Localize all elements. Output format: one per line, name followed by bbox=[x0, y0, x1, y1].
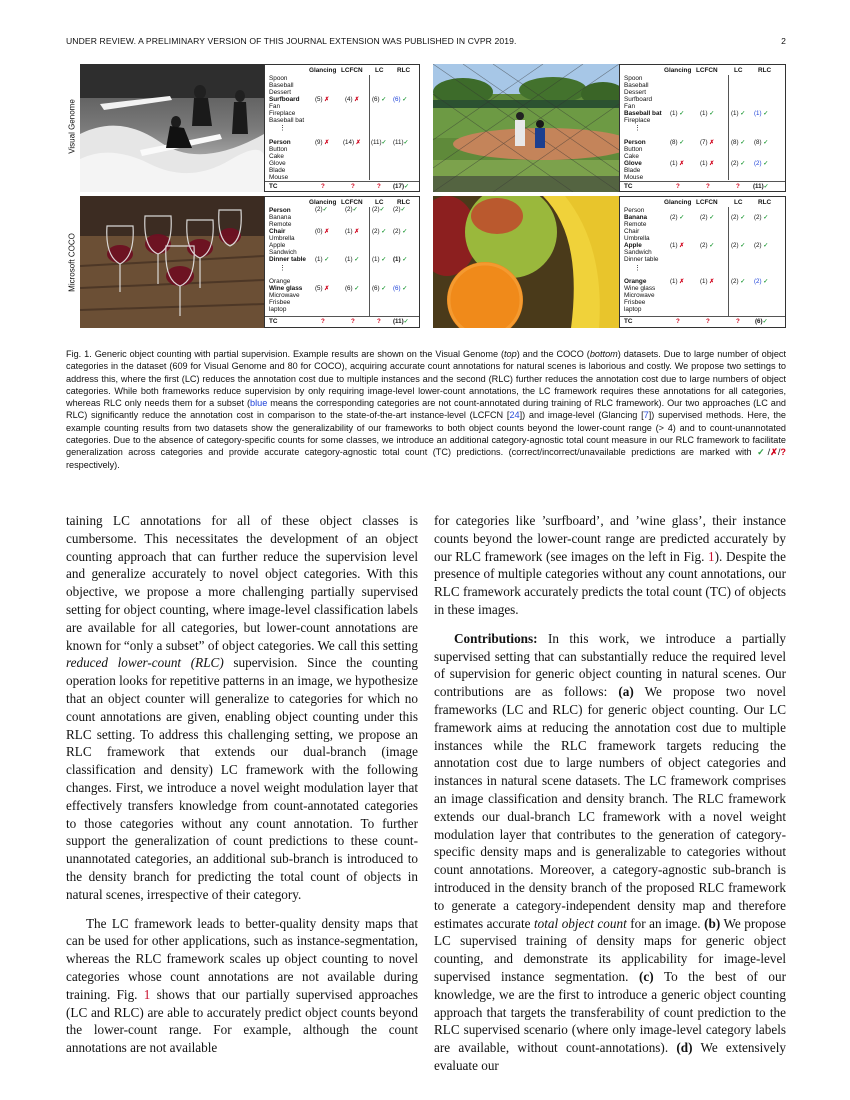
category: Chair bbox=[624, 228, 640, 235]
cell: (9) ✗ bbox=[315, 139, 330, 146]
cell: (2) ✓ bbox=[393, 228, 408, 235]
cell: (1) ✓ bbox=[345, 256, 360, 263]
category: Cake bbox=[624, 153, 639, 160]
category: Surfboard bbox=[624, 96, 653, 103]
tc-label: TC bbox=[624, 183, 633, 190]
results-panel-vg-surfer: Glancing LCFCN LC RLC Spoon Baseball Dessert Surfboard (5) ✗ (4) ✗ (6) ✓ (6) ✓ Fan Fireplace Baseball bat ⋮ Person (9) ✗ (14) ✗ (11)✓ (11)✓ Button Cake Glove Blade Mouse TC ? ? ? (17)✓ bbox=[264, 64, 420, 192]
cell: (1) ✓ bbox=[393, 256, 408, 263]
cell: (5) ✗ bbox=[315, 285, 330, 292]
paragraph: The LC framework leads to better-quality density maps that can be used for other applications, such as instance-segmentation, whereas the RLC framework scales up object counting to novel categories whose count annotations are not available during training. Fig. 1 shows that our partially supervised approaches (LC and RLC) are able to accurately predict object counts beyond the lower-count range. For example, although the count annotations are not available bbox=[66, 915, 418, 1056]
cell: (6) ✓ bbox=[393, 96, 408, 103]
category: Sandwich bbox=[269, 249, 297, 256]
col-glancing: Glancing bbox=[309, 67, 337, 74]
category: Sandwich bbox=[624, 249, 652, 256]
tc-unavailable: ? bbox=[321, 183, 325, 190]
results-panel-coco-wine: Glancing LCFCN LC RLC Person (2)✓ (2)✓ (2)✓ (2)✓ Banana Remote Chair (0) ✗ (1) ✗ (2) ✓ (2) ✓ Umbrella Apple Sandwich Dinner table (1) ✓ (1) ✓ (1) ✓ (1) ✓ ⋮ Orange Wine glass (5) ✗ (6) ✓ (6) ✓ (6) ✓ Microwave Frisbee laptop TC ? ? ? (11)✓ bbox=[264, 196, 420, 328]
category-surfboard: Surfboard bbox=[269, 96, 300, 103]
category: Cake bbox=[269, 153, 284, 160]
citation-link[interactable]: 24 bbox=[509, 410, 520, 421]
category-chair: Chair bbox=[269, 228, 286, 235]
category: Mouse bbox=[624, 174, 644, 181]
cell: (11)✓ bbox=[393, 139, 409, 146]
cell: (1) ✓ bbox=[372, 256, 387, 263]
cell: (8) ✓ bbox=[731, 139, 746, 146]
cell: (4) ✗ bbox=[345, 96, 360, 103]
category-wine-glass: Wine glass bbox=[269, 285, 303, 292]
category: Microwave bbox=[269, 292, 300, 299]
header-text: UNDER REVIEW. A PRELIMINARY VERSION OF THIS JOURNAL EXTENSION WAS PUBLISHED IN CVPR 2019. bbox=[66, 36, 517, 46]
col-lcfcn: LCFCN bbox=[696, 199, 718, 206]
figure-ref-link[interactable]: 1 bbox=[708, 548, 715, 564]
tc-unavailable: ? bbox=[706, 318, 710, 325]
results-panel-vg-baseball: Glancing LCFCN LC RLC Spoon Baseball Dessert Surfboard Fan Baseball bat (1) ✓ (1) ✓ (1) ✓ (1) ✓ Fireplace ⋮ Person (8) ✓ (7) ✗ (8) ✓ (8) ✓ Button Cake Glove (1) ✗ (1) ✗ (2) ✓ (2) ✓ Blade Mouse TC ? ? ? (11)✓ bbox=[619, 64, 786, 192]
tc-value: (17)✓ bbox=[393, 183, 410, 190]
figure-ref-link[interactable]: 1 bbox=[143, 986, 151, 1002]
cell: (1) ✓ bbox=[731, 110, 746, 117]
cell: (0) ✗ bbox=[315, 228, 330, 235]
cell: (2) ✓ bbox=[754, 160, 769, 167]
category-person: Person bbox=[269, 139, 291, 146]
category: Spoon bbox=[269, 75, 288, 82]
category-apple: Apple bbox=[624, 242, 642, 249]
cell: (1) ✓ bbox=[700, 110, 715, 117]
cell: (6) ✓ bbox=[345, 285, 360, 292]
tc-unavailable: ? bbox=[377, 183, 381, 190]
results-panel-coco-fruit: Glancing LCFCN LC RLC Person Banana (2) ✓ (2) ✓ (2) ✓ (2) ✓ Remote Chair Umbrella Apple (1) ✗ (2) ✓ (2) ✓ (2) ✓ Sandwich Dinner table ⋮ Orange (1) ✗ (1) ✗ (2) ✓ (2) ✓ Wine glass Microwave Frisbee laptop TC ? ? ? (6)✓ bbox=[619, 196, 786, 328]
col-lc: LC bbox=[734, 199, 743, 206]
category: Remote bbox=[269, 221, 292, 228]
category: Blade bbox=[624, 167, 641, 174]
cell: (8) ✓ bbox=[670, 139, 685, 146]
category: Dessert bbox=[269, 89, 292, 96]
cell: (7) ✗ bbox=[700, 139, 715, 146]
cell: (1) ✗ bbox=[670, 278, 685, 285]
category: Fan bbox=[269, 103, 281, 110]
category: Fan bbox=[624, 103, 636, 110]
tc-unavailable: ? bbox=[377, 318, 381, 325]
category: Umbrella bbox=[269, 235, 295, 242]
cell: (11)✓ bbox=[371, 139, 387, 146]
category-dinner-table: Dinner table bbox=[269, 256, 306, 263]
cell: (1) ✗ bbox=[670, 242, 685, 249]
category: Fireplace bbox=[269, 110, 296, 117]
category: Umbrella bbox=[624, 235, 650, 242]
tc-label: TC bbox=[269, 318, 278, 325]
tc-unavailable: ? bbox=[321, 318, 325, 325]
category: Orange bbox=[269, 278, 291, 285]
category: Button bbox=[269, 146, 288, 153]
col-rlc: RLC bbox=[758, 199, 772, 206]
col-rlc: RLC bbox=[397, 199, 411, 206]
col-glancing: Glancing bbox=[309, 199, 337, 206]
category: Frisbee bbox=[624, 299, 646, 306]
tc-value: (11)✓ bbox=[753, 183, 769, 190]
category: Mouse bbox=[269, 174, 289, 181]
citation-link[interactable]: 7 bbox=[643, 410, 649, 421]
body-column-left bbox=[66, 512, 418, 1057]
category: Baseball bat bbox=[269, 117, 305, 124]
col-lc: LC bbox=[375, 67, 384, 74]
tc-unavailable: ? bbox=[676, 183, 680, 190]
cell: (6) ✓ bbox=[393, 285, 408, 292]
category: Glove bbox=[269, 160, 286, 167]
category: Dinner table bbox=[624, 256, 659, 263]
tc-unavailable: ? bbox=[676, 318, 680, 325]
baseball-image bbox=[433, 64, 619, 192]
tc-unavailable: ? bbox=[351, 183, 355, 190]
category: Frisbee bbox=[269, 299, 291, 306]
cell: (8) ✓ bbox=[754, 139, 769, 146]
category-person: Person bbox=[624, 139, 646, 146]
cell: (1) ✓ bbox=[670, 110, 685, 117]
wine-glasses-image bbox=[80, 196, 264, 328]
tc-value: (11)✓ bbox=[393, 318, 409, 325]
tc-unavailable: ? bbox=[706, 183, 710, 190]
category: Baseball bbox=[269, 82, 294, 89]
cell: (2)✓ bbox=[393, 206, 406, 213]
col-glancing: Glancing bbox=[664, 199, 692, 206]
cell: (5) ✗ bbox=[315, 96, 330, 103]
col-lcfcn: LCFCN bbox=[696, 67, 718, 74]
cell: (2) ✓ bbox=[731, 214, 746, 221]
cell: (2) ✓ bbox=[731, 242, 746, 249]
cell: (14) ✗ bbox=[343, 139, 361, 146]
running-header bbox=[66, 36, 786, 46]
row-label-coco: Microsoft COCO bbox=[67, 233, 77, 292]
cell: (1) ✓ bbox=[754, 110, 769, 117]
col-lc: LC bbox=[375, 199, 384, 206]
row-label-visual-genome: Visual Genome bbox=[67, 99, 77, 154]
tc-unavailable: ? bbox=[351, 318, 355, 325]
paragraph: for categories like ’surfboard’, and ’wine glass’, their instance counts beyond the lower-count range are predicted accurately by our RLC framework (see images on the left in Fig. 1). Despite the presence of multiple categories without any count annotations, our RLC framework accurately predicts the total count (TC) of objects in these images. bbox=[434, 513, 786, 617]
col-lc: LC bbox=[734, 67, 743, 74]
category: Remote bbox=[624, 221, 647, 228]
figure-caption: Fig. 1. Generic object counting with partial supervision. Example results are shown on the Visual Genome (top) and the COCO (bottom) datasets. Due to large number of object categories in the dataset (609 for Visual Genome and 80 for COCO), acquiring accurate count annotations for natural scenes is laborious and costly. We propose two settings to address this, where the first (LC) reduces the annotation cost due to multiple instances and the second (RLC) further reduces the annotation cost due to large numbers of object categories. While both frameworks reduce supervision by only requiring image-level lower-count annotations, the LC framework requires these annotations for all categories, whereas RLC only needs them for a subset (blue means the corresponding categories are not count-annotated during training of RLC framework). Our two approaches (LC and RLC) significantly reduce the annotation cost in comparison to the state-of-the-art instance-level (LCFCN [24]) and image-level (Glancing [7]) supervised methods. Here, the example counting results from two datasets show the generalizability of our frameworks to both object counts beyond the lower-count range (> 4) and to count-unannotated categories. Due to the absence of category-specific counts for some classes, we introduce an additional category-agnostic total count measure in our RLC framework to facilitate generalization across categories and provide accurate category-agnostic total count (TC) predictions. (correct/incorrect/unavailable predictions are marked with ✓/✗/? respectively). bbox=[66, 349, 787, 470]
cell: (1) ✗ bbox=[345, 228, 360, 235]
cell: (2) ✓ bbox=[731, 160, 746, 167]
category-baseball-bat: Baseball bat bbox=[624, 110, 662, 117]
body-column-right bbox=[434, 512, 786, 1075]
cell: (1) ✗ bbox=[700, 160, 715, 167]
category: Dessert bbox=[624, 89, 647, 96]
col-lcfcn: LCFCN bbox=[341, 199, 363, 206]
category-person: Person bbox=[269, 207, 291, 214]
category: Spoon bbox=[624, 75, 643, 82]
cell: (2) ✓ bbox=[670, 214, 685, 221]
cell: (1) ✗ bbox=[670, 160, 685, 167]
category: Fireplace bbox=[624, 117, 651, 124]
category: Wine glass bbox=[624, 285, 656, 292]
category: Apple bbox=[269, 242, 286, 249]
col-glancing: Glancing bbox=[664, 67, 692, 74]
tc-label: TC bbox=[624, 318, 633, 325]
cell: (2) ✓ bbox=[700, 242, 715, 249]
cell: (2) ✓ bbox=[754, 214, 769, 221]
tc-unavailable: ? bbox=[736, 318, 740, 325]
cell: (2)✓ bbox=[315, 206, 328, 213]
col-lcfcn: LCFCN bbox=[341, 67, 363, 74]
category: Baseball bbox=[624, 82, 649, 89]
cell: (2) ✓ bbox=[754, 242, 769, 249]
category: laptop bbox=[269, 306, 287, 313]
tc-unavailable: ? bbox=[736, 183, 740, 190]
category: Person bbox=[624, 207, 645, 214]
cell: (2) ✓ bbox=[731, 278, 746, 285]
category: laptop bbox=[624, 306, 642, 313]
tc-label: TC bbox=[269, 183, 278, 190]
col-rlc: RLC bbox=[758, 67, 772, 74]
col-rlc: RLC bbox=[397, 67, 411, 74]
cell: (2)✓ bbox=[345, 206, 358, 213]
cell: (6) ✓ bbox=[372, 96, 387, 103]
category: Button bbox=[624, 146, 643, 153]
cell: (2)✓ bbox=[372, 206, 385, 213]
surfer-image bbox=[80, 64, 264, 192]
category: Blade bbox=[269, 167, 286, 174]
cell: (2) ✓ bbox=[372, 228, 387, 235]
cell: (2) ✓ bbox=[700, 214, 715, 221]
category-glove: Glove bbox=[624, 160, 642, 167]
cell: (1) ✗ bbox=[700, 278, 715, 285]
contributions-paragraph: Contributions: In this work, we introduce a partially supervised setting that can substantially reduce the required level of supervision for generic object counting in natural scenes. Our contributions are as follows: (a) We propose two novel frameworks (LC and RLC) for generic object counting. Our LC framework aims at reducing the annotation cost due to multiple instances while the RLC framework targets reducing the annotation cost due to large numbers of object categories and instances in natural scene datasets. The LC framework comprises an image classification and density branch. The RLC framework extends our dual-branch LC framework with a novel weight modulation layer that contributes to the generation of category-specific density maps and is generalizable to categories without count annotations. Moreover, a category-agnostic sub-branch is introduced in the density branch of the proposed RLC framework to generate a category-independent density map and therefore estimates accurate total object count for an image. (b) We propose LC supervised training of density maps for generic object counting, and demonstrate its applicability for image-level supervised instance segmentation. (c) To the best of our knowledge, we are the first to introduce a generic object counting approach that targets the transferability of count prediction to the RLC supervised scenario (where only image-level category labels are available, without count-annotations). (d) We extensively evaluate our bbox=[434, 630, 787, 1073]
category: Microwave bbox=[624, 292, 655, 299]
category-banana: Banana bbox=[624, 214, 648, 221]
paragraph: taining LC annotations for all of these object classes is cumbersome. This necessitates the development of an object counting approach that can further reduce the supervision level and generalize accurately to novel object categories. With this objective, we propose a more challenging partially supervised setting for object counting, where image-level classification labels are available for all categories, but lower-count annotations are known for “only a subset” of object categories. We call this setting reduced lower-count (RLC) supervision. Since the counting operation looks for repetitive patterns in an image, we hypothesize that an object counter will generalize to categories for which no count annotations are given, enabling object counting under this RLC setting. To address this challenging setting, we propose an RLC framework that extends our dual-branch (image classification and density) LC framework with the following changes. First, we introduce a novel weight modulation layer that effectively transfers knowledge from count-annotated categories to those categories without any count annotation. To further support the generalization of count predictions to these count-unannotated categories, an additional sub-branch is introduced to the density branch for predicting the total count of objects in natural scenes, irrespective of their category. bbox=[66, 513, 418, 902]
page-number: 2 bbox=[781, 36, 786, 46]
cell: (1) ✓ bbox=[315, 256, 330, 263]
category-orange: Orange bbox=[624, 278, 647, 285]
figure-1 bbox=[66, 64, 786, 330]
category: Banana bbox=[269, 214, 292, 221]
tc-value: (6)✓ bbox=[755, 318, 768, 325]
cell: (2) ✓ bbox=[754, 278, 769, 285]
fruit-image bbox=[433, 196, 619, 328]
cell: (6) ✓ bbox=[372, 285, 387, 292]
